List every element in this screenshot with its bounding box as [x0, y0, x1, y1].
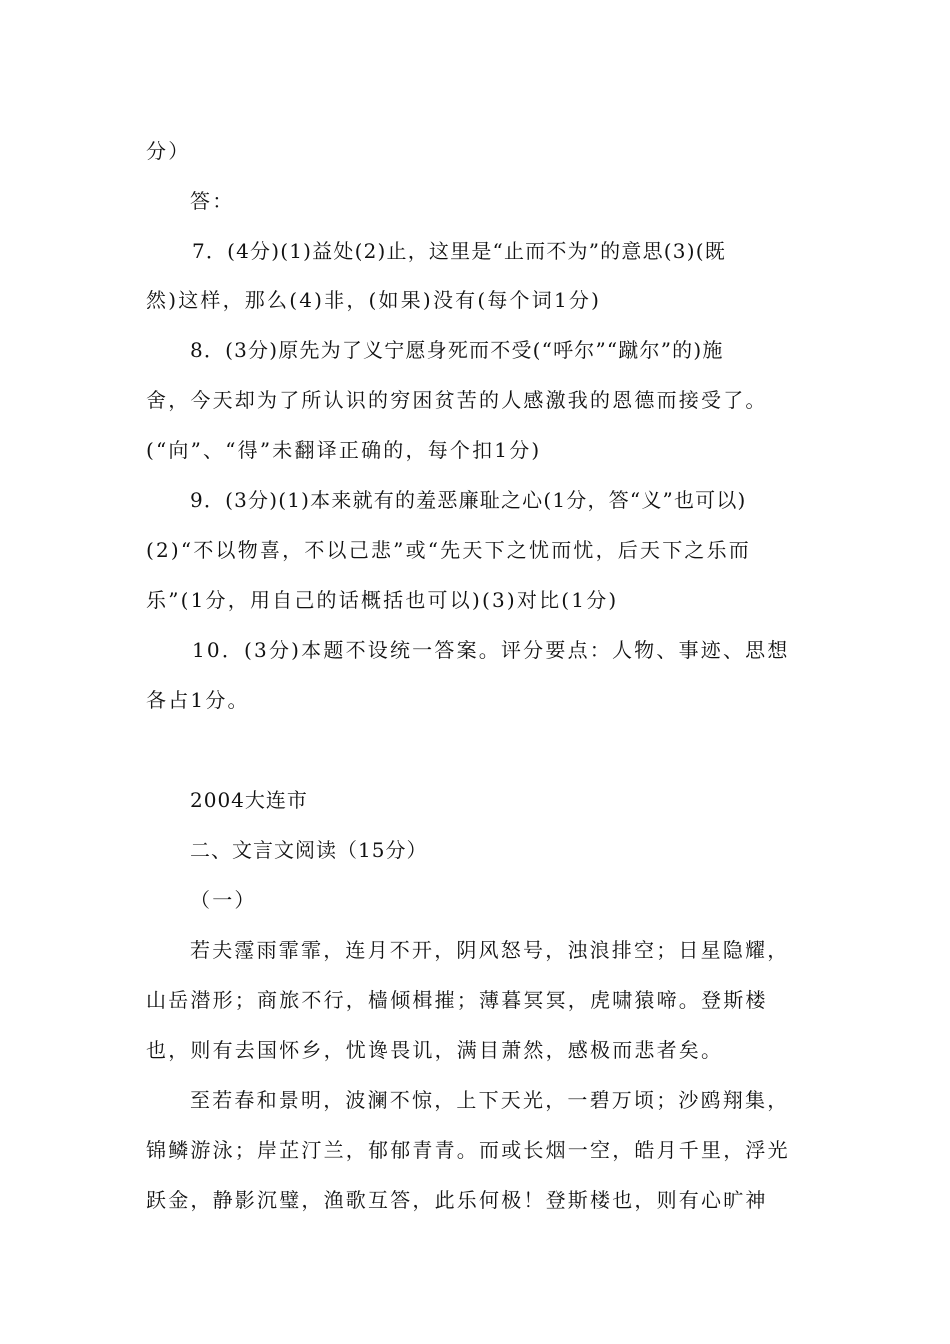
text-line: 然)这样，那么(4)非，(如果)没有(每个词1分) — [146, 288, 602, 312]
text-line: 也，则有去国怀乡，忧谗畏讥，满目萧然，感极而悲者矣。 — [146, 1038, 724, 1062]
text-line: (“向”、“得”未翻译正确的，每个扣1分) — [146, 438, 542, 462]
text-line: 7．(4分)(1)益处(2)止，这里是“止而不为”的意思(3)(既 — [192, 239, 726, 263]
section-year-city: 2004大连市 — [190, 788, 308, 812]
text-line: 跃金，静影沉璧，渔歌互答，此乐何极！登斯楼也，则有心旷神 — [146, 1188, 768, 1212]
subsection-label: （一） — [190, 888, 257, 912]
text-line: 舍，今天却为了所认识的穷困贫苦的人感激我的恩德而接受了。 — [146, 388, 768, 412]
text-line: 10．(3分)本题不设统一答案。评分要点：人物、事迹、思想 — [192, 638, 790, 662]
text-line: 8．(3分)原先为了义宁愿身死而不受(“呼尔”“蹴尔”的)施 — [190, 338, 724, 362]
text-line: 乐”(1分，用自己的话概括也可以)(3)对比(1分) — [146, 588, 619, 612]
text-line: 分） — [146, 139, 191, 163]
text-line: 各占1分。 — [146, 688, 250, 712]
text-line: 山岳潜形；商旅不行，樯倾楫摧；薄暮冥冥，虎啸猿啼。登斯楼 — [146, 988, 768, 1012]
text-line: 若夫霪雨霏霏，连月不开，阴风怒号，浊浪排空；日星隐耀， — [190, 938, 790, 962]
answer-heading: 答： — [190, 189, 235, 213]
section-title: 二、文言文阅读（15分） — [190, 838, 428, 862]
text-line: 锦鳞游泳；岸芷汀兰，郁郁青青。而或长烟一空，皓月千里，浮光 — [146, 1138, 790, 1162]
text-line: 9．(3分)(1)本来就有的羞恶廉耻之心(1分，答“义”也可以) — [190, 488, 747, 512]
text-line: (2)“不以物喜，不以己悲”或“先天下之忧而忧，后天下之乐而 — [146, 538, 752, 562]
text-line: 至若春和景明，波澜不惊，上下天光，一碧万顷；沙鸥翔集， — [190, 1088, 790, 1112]
